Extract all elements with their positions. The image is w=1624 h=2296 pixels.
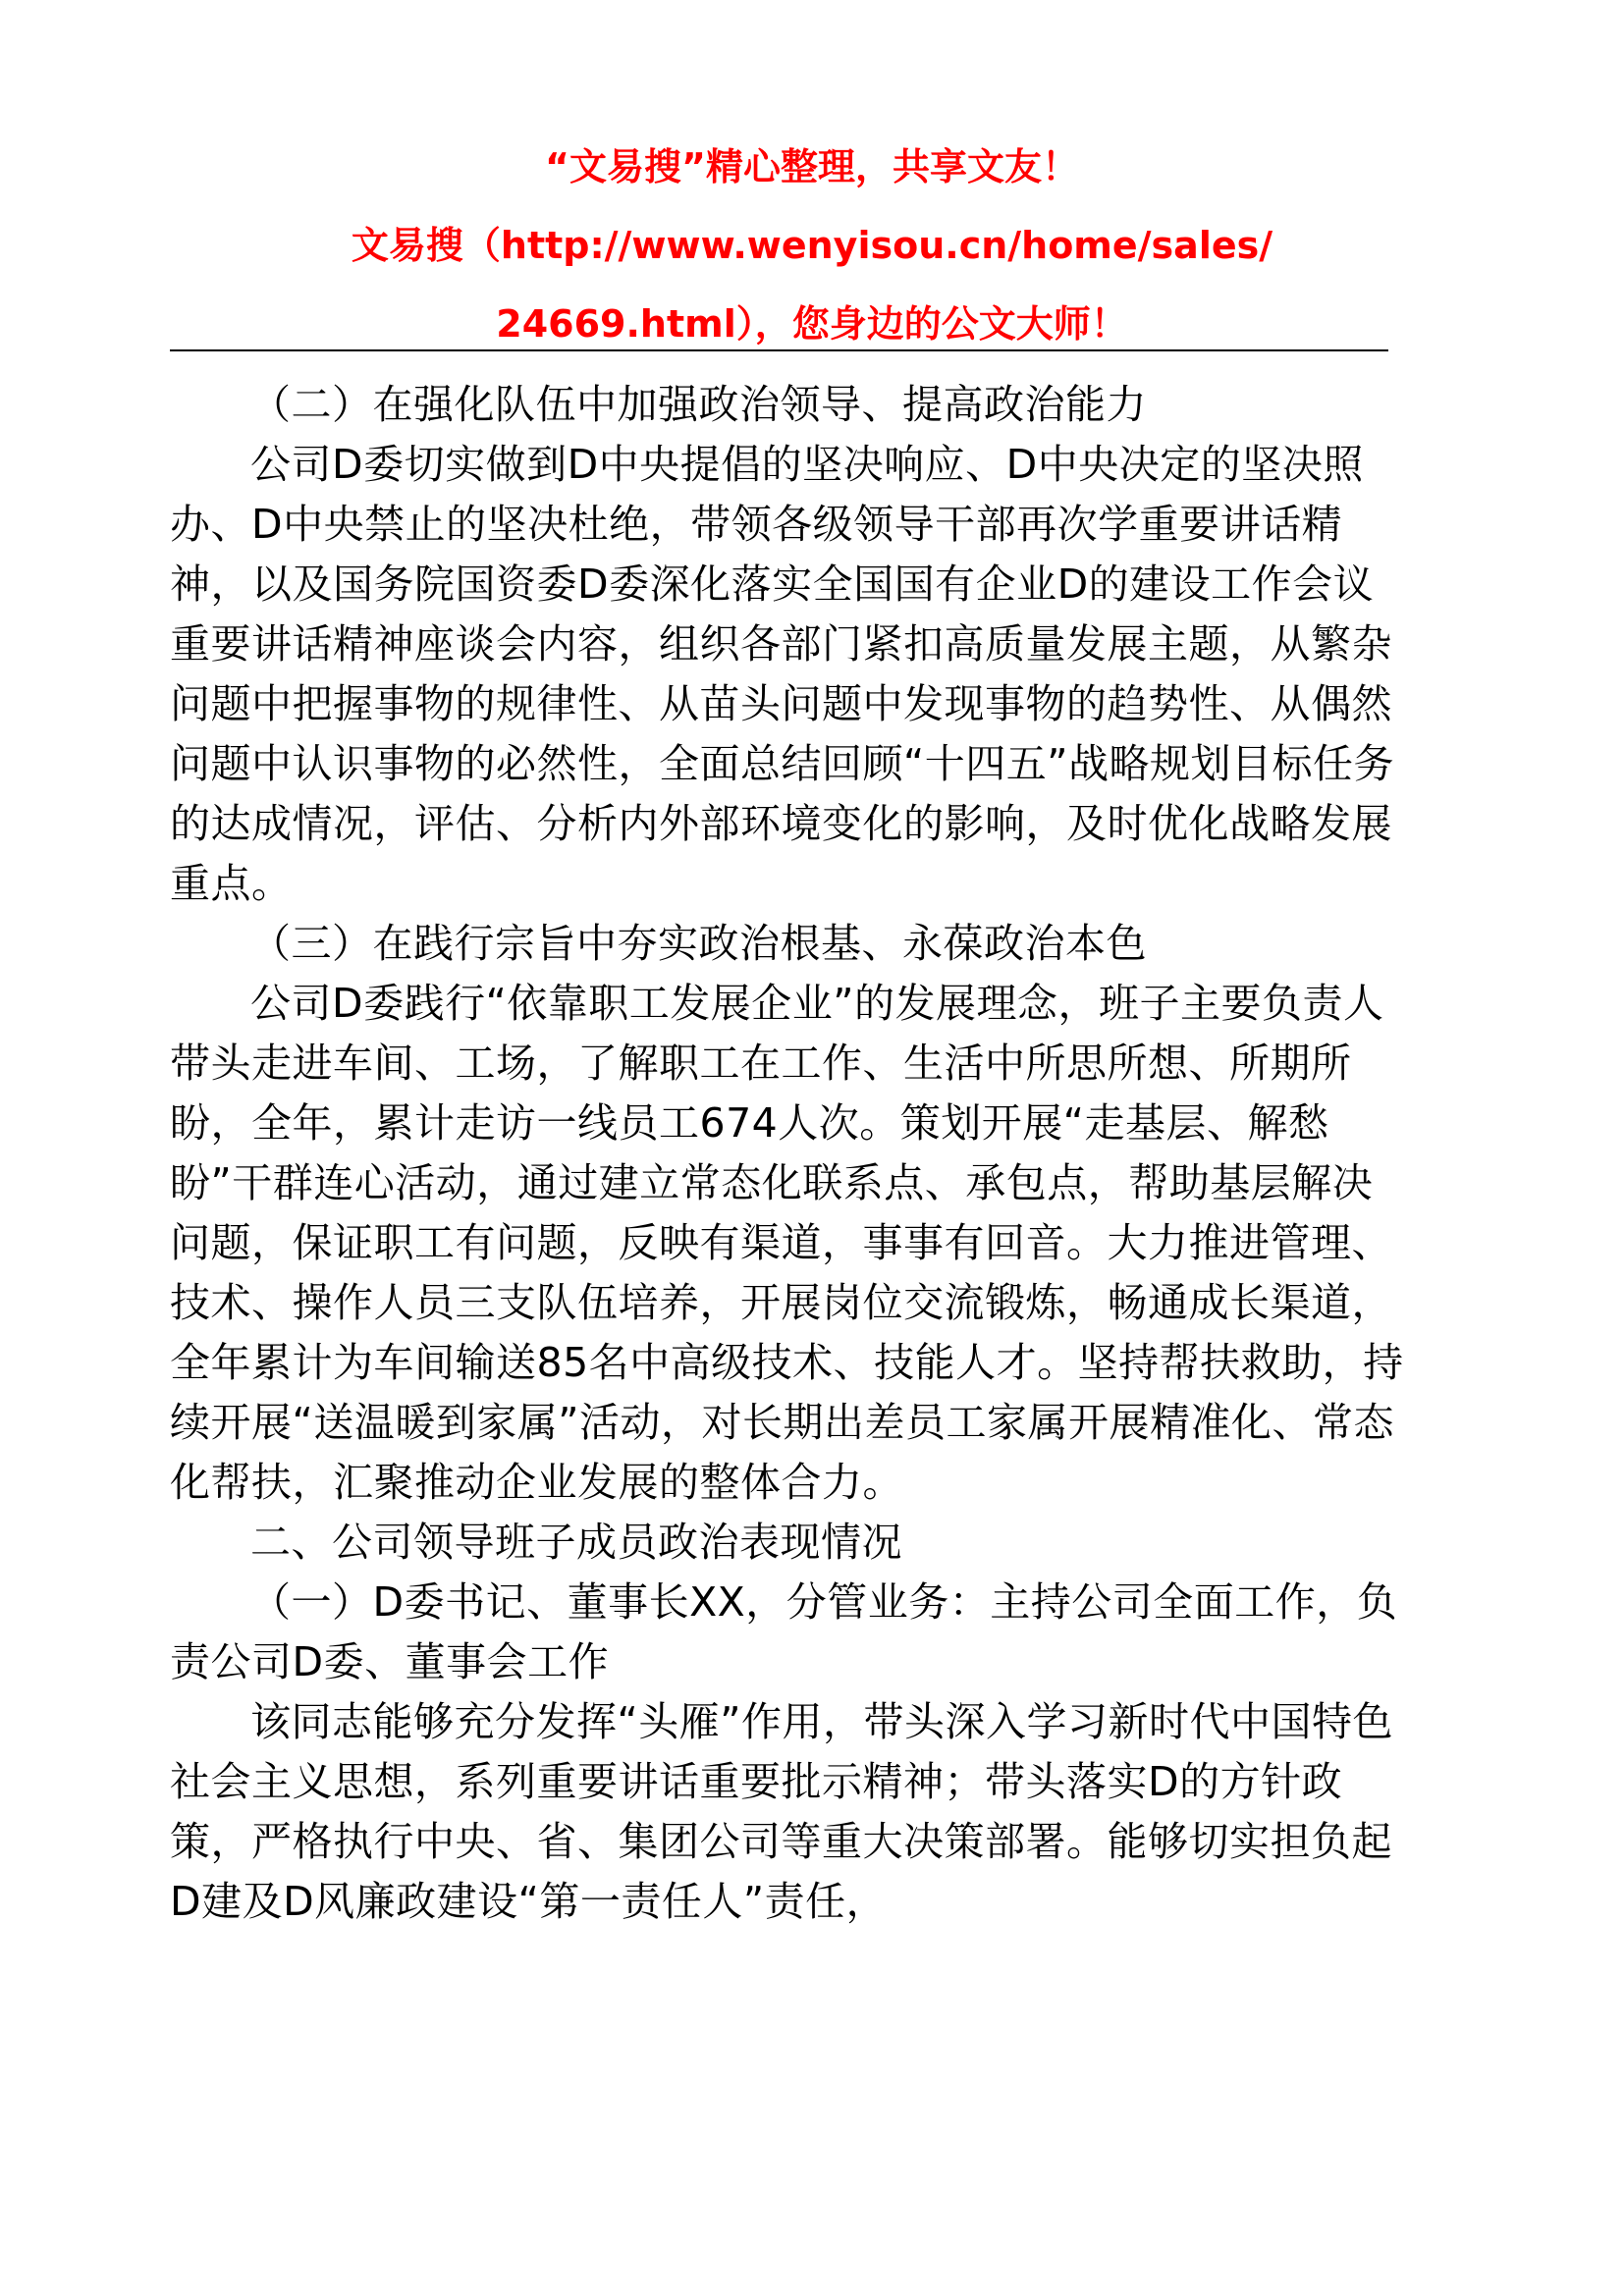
section-heading: （一）D委书记、董事长XX，分管业务：主持公司全面工作，负责公司D委、董事会工作 [170,1578,1398,1685]
body-paragraph: 公司D委践行“依靠职工发展企业”的发展理念，班子主要负责人带头走进车间、工场，了解职工在工作、生活中所思所想、所期所盼，全年，累计走访一线员工674人次。策划开展“走基层、解愁盼”干群连心活动，通过建立常态化联系点、承包点，帮助基层解决问题，保证职工有问题，反映有渠道，事事有回音。大力推进管理、技术、操作人员三支队伍培养，开展岗位交流锻炼，畅通成长渠道，全年累计为车间输送85名中高级技术、技能人才。坚持帮扶救助，持续开展“送温暖到家属”活动，对长期出差员工家属开展精准化、常态化帮扶，汇聚推动企业发展的整体合力。 [170,980,1404,1506]
body-paragraph: 该同志能够充分发挥“头雁”作用，带头深入学习新时代中国特色社会主义思想，系列重要讲话重要批示精神；带头落实D的方针政策，严格执行中央、省、集团公司等重大决策部署。能够切实担负起D建及D风廉政建设“第一责任人”责任， [170,1698,1393,1925]
body-paragraph: 公司D委切实做到D中央提倡的坚决响应、D中央决定的坚决照办、D中央禁止的坚决杜绝，带领各级领导干部再次学重要讲话精神，以及国务院国资委D委深化落实全国国有企业D的建设工作会议重要讲话精神座谈会内容，组织各部门紧扣高质量发展主题，从繁杂问题中把握事物的规律性、从苗头问题中发现事物的趋势性、从偶然问题中认识事物的必然性，全面总结回顾“十四五”战略规划目标任务的达成情况，评估、分析内外部环境变化的影响，及时优化战略发展重点。 [170,441,1394,907]
document-body [170,375,1409,1932]
section-heading: （二）在强化队伍中加强政治领导、提高政治能力 [250,381,1147,428]
header-line-2: 文易搜（http://www.wenyisou.cn/home/sales/ [351,224,1273,267]
header-line-1: “文易搜”精心整理，共享文友！ [545,145,1079,188]
section-heading: （三）在践行宗旨中夯实政治根基、永葆政治本色 [250,920,1147,967]
header-divider [170,349,1388,351]
section-heading: 二、公司领导班子成员政治表现情况 [250,1519,902,1566]
header-line-3: 24669.html），您身边的公文大师！ [496,302,1128,346]
document-header [0,128,1624,363]
